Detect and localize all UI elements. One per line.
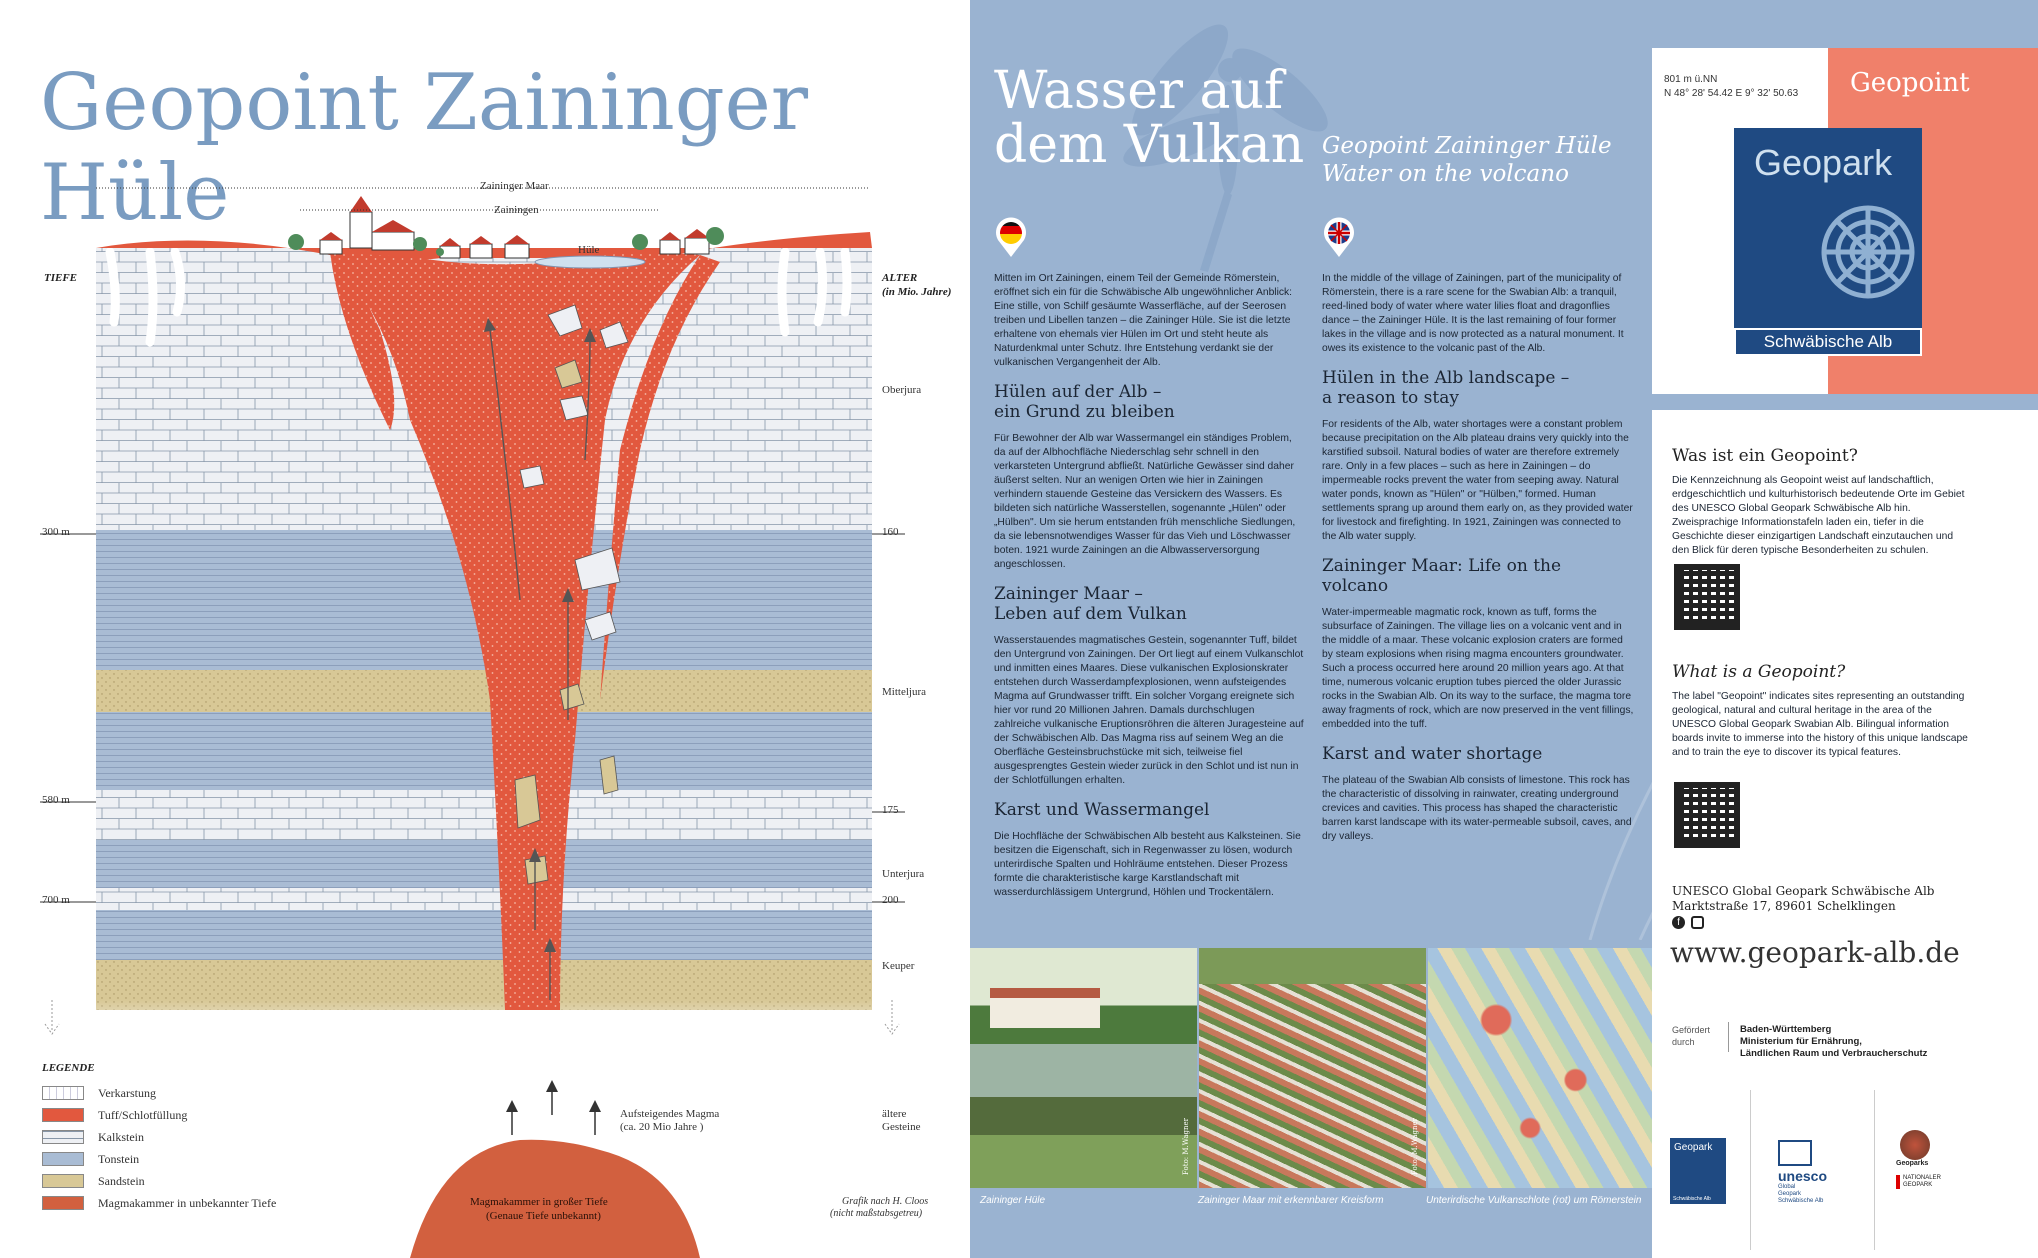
- en-text-1: For residents of the Alb, water shortages were a constant problem because precipitation on the Alb plateau drains very quickly into the karstified subsoil. Natural bodies of water are therefore extremely rare. Only in a few places – such as here in Zainingen – do impermeable rocks prevent the water from seeping away. Natural water ponds, known as "Hülen" or "Hülben," formed. Human settlements sprang up around them early on, as they provided water for livestock and firefighting. In 1921, Zainingen was connected to the Alb water supply.: [1322, 419, 1633, 542]
- de-intro: Mitten im Ort Zainingen, einem Teil der Gemeinde Römerstein, eröffnet sich ein für die Schwäbische Alb ungewöhnlicher Anblick: Eine stille, von Schilf gesäumte Wasserfläche, auf der Seerosen treiben und Libellen tanzen – die Zaininger Hüle. Sie ist die letzte erhaltene von ehemals vier Hülen im Ort und steht heute als Naturdenkmal unter Schutz. Ihre Entstehung verdankt sie der vulkanischen Vergangenheit der Alb.: [994, 273, 1293, 368]
- caption-1: Zaininger Hüle: [980, 1195, 1046, 1206]
- german-column: [994, 272, 1304, 900]
- geopoint-label: Geopoint: [1850, 68, 1970, 98]
- uk-flag-icon: [1322, 216, 1356, 258]
- globe-icon: [1900, 1130, 1930, 1160]
- qr-code-de[interactable]: [1674, 564, 1740, 630]
- legend-item: Tuff/Schlotfüllung: [42, 1104, 372, 1126]
- period-mitteljura: Mitteljura: [882, 686, 926, 698]
- age-200: 200: [882, 894, 899, 906]
- depth-300: 300 m: [42, 526, 70, 538]
- ministry: Baden-Württemberg Ministerium für Ernährung, Ländlichen Raum und Verbraucherschutz: [1740, 1024, 1928, 1059]
- depth-title: TIEFE: [44, 272, 78, 284]
- legend-item: Kalkstein: [42, 1126, 372, 1148]
- legend-swatch-clay: [42, 1152, 84, 1166]
- en-text-3: The plateau of the Swabian Alb consists of limestone. This rock has the characteristic of dissolving in rainwater, creating underground crevices and cavities. This process has shaped the characteristic barren karst landscape with its water-permeable subsoil, caves, and dry valleys.: [1322, 775, 1632, 842]
- legend-swatch-magma: [42, 1196, 84, 1210]
- geopark-logo: [1734, 128, 1922, 356]
- credit-1: Grafik nach H. Cloos: [842, 1196, 929, 1207]
- english-column: [1322, 272, 1634, 844]
- legend-item: Magmakammer in unbekannter Tiefe: [42, 1192, 372, 1214]
- instagram-icon[interactable]: [1691, 916, 1704, 929]
- age-160: 160: [882, 526, 899, 538]
- de-text-1: Für Bewohner der Alb war Wassermangel ein ständiges Problem, da auf der Albhochfläche Niederschlag sehr schnell in den verkarsteten Untergrund abfließt. Natürliche Gewässer sind daher äußerst selten. Nur an wenigen Orten wie hier in Zainingen verhindern stauende Gesteine das Versickern des Wassers. Es bildeten sich natürliche Wasserstellen, sogenannte „Hülen" oder „Hülben". Um sie herum entstanden früh menschliche Siedlungen, da sie lebensnotwendiges Wasser für das Vieh und Löschwasser boten. 1921 wurde Zainingen an die Albwasserversorgung angeschlossen.: [994, 433, 1296, 570]
- photo-building: [990, 988, 1100, 1028]
- magma-rise-1: Aufsteigendes Magma: [620, 1108, 720, 1120]
- social-icons: [1672, 916, 1704, 929]
- headline-line-2: dem Vulkan: [994, 115, 1305, 175]
- national-geopark-logo: Geoparks NATIONALER GEOPARK: [1896, 1130, 1956, 1189]
- magma-chamber-2: (Genaue Tiefe unbekannt): [486, 1210, 601, 1222]
- q2-title: What is a Geopoint?: [1672, 662, 1846, 682]
- q2-text: The label "Geopoint" indicates sites representing an outstanding geological, natural and cultural heritage in the area of the UNESCO Global Geopark Swabian Alb. Bilingual information boards invite to immerse into the history of this unique landscape and to train the eye to discover its typical features.: [1672, 691, 1968, 758]
- older-rock-2: Gesteine: [882, 1121, 921, 1133]
- age-subtitle: (in Mio. Jahre): [882, 286, 952, 298]
- website-link[interactable]: www.geopark-alb.de: [1670, 936, 1960, 969]
- info-sidebar: [1652, 410, 2038, 1258]
- de-heading-3: Karst und Wassermangel: [994, 800, 1210, 820]
- depth-580: 580 m: [42, 794, 70, 806]
- legend-title: LEGENDE: [42, 1062, 95, 1074]
- depth-700: 700 m: [42, 894, 70, 906]
- age-title: ALTER: [882, 272, 918, 284]
- magma-rise-2: (ca. 20 Mio Jahre ): [620, 1121, 704, 1133]
- caption-2: Zaininger Maar mit erkennbarer Kreisform: [1198, 1195, 1384, 1206]
- coordinates: N 48° 28' 54.42 E 9° 32' 50.63: [1664, 88, 1799, 99]
- elevation: 801 m ü.NN: [1664, 74, 1718, 85]
- funded-by: Gefördert durch: [1672, 1025, 1711, 1047]
- de-text-2: Wasserstauendes magmatisches Gestein, sogenannter Tuff, bildet den Untergrund von Zainingen. Der Ort liegt auf einem Vulkanschlot und inmitten eines Maares. Diese vulkanischen Explosionskrater entstehen durch Wasserdampfexplosionen, wenn aufsteigendes Magma auf Grundwasser trifft. Ein solcher Vorgang ereignete sich hier vor rund 20 Millionen Jahren. Damals durchschlugen zahlreiche vulkanische Eruptionsröhren die älteren Juragesteine auf der Schwäbischen Alb. Das Magma riss auf seinem Weg an die Oberfläche Gesteinsbruchstücke mit sich, teilweise fiel ausgesprengtes Gestein wieder zurück in den Schlot und ist nun in der Schlotfüllungen erhalten.: [994, 635, 1304, 786]
- de-text-3: Die Hochfläche der Schwäbischen Alb besteht aus Kalksteinen. Sie besitzen die Eigenschaft, sich in Regenwasser zu lösen, wodurch unterirdische Spalten und Hohlräume entstehen. Dieser Prozess formte die charakteristische karge Karstlandschaft mit wasserdurchlässigem Untergrund, Höhlen und Trockentälern.: [994, 831, 1301, 898]
- logo-word: Geopark: [1754, 142, 1893, 183]
- subtitle: Geopoint Zaininger Hüle Water on the volcano: [1322, 133, 1612, 187]
- legend-swatch-sandstone: [42, 1174, 84, 1188]
- headline: [994, 61, 1305, 175]
- photo-geological-map: [1428, 948, 1655, 1188]
- photo-village-aerial: [1199, 948, 1426, 1188]
- photo-credit-1: Foto: M.Wagner: [1182, 1118, 1190, 1175]
- logo-band: Schwäbische Alb: [1736, 330, 1920, 354]
- photo-pond: [970, 948, 1197, 1188]
- caption-3: Unterirdische Vulkanschlote (rot) um Römerstein: [1426, 1195, 1642, 1206]
- board-title: Geopoint Zaininger Hüle: [40, 58, 809, 238]
- period-unterjura: Unterjura: [882, 868, 925, 880]
- en-intro: In the middle of the village of Zainingen, part of the municipality of Römerstein, there is a rare scene for the Swabian Alb: a tranquil, reed-lined body of water where water lilies float and dragonflies dance – the Zaininger Hüle. It is the last remaining of four former lakes in the village and is now protected as a natural monument. It owes its existence to the volcanic past of the Alb.: [1322, 273, 1624, 354]
- legend-swatch-karst: [42, 1086, 84, 1100]
- q1-text: Die Kennzeichnung als Geopoint weist auf landschaftlich, erdgeschichtlich und kulturhistorisch bedeutende Orte im Gebiet des UNESCO Global Geopark Schwäbische Alb hin. Zweisprachige Informationstafeln laden ein, tiefer in die Geschichte dieser einzigartigen Landschaft einzutauchen und den Blick für deren typische Besonderheiten zu schulen.: [1672, 475, 1965, 556]
- en-heading-3: Karst and water shortage: [1322, 744, 1543, 764]
- huele-label: Hüle: [578, 244, 600, 256]
- qr-code-en[interactable]: [1674, 782, 1740, 848]
- de-heading-2: Zaininger Maar – Leben auf dem Vulkan: [994, 584, 1187, 624]
- en-heading-2: Zaininger Maar: Life on the volcano: [1322, 556, 1562, 596]
- legend: [42, 1082, 372, 1214]
- photo-credit-2: Foto: M.Wagner: [1411, 1118, 1419, 1175]
- period-oberjura: Oberjura: [882, 384, 922, 396]
- en-heading-1: Hülen in the Alb landscape – a reason to stay: [1322, 368, 1570, 408]
- facebook-icon[interactable]: f: [1672, 916, 1685, 929]
- legend-item: Sandstein: [42, 1170, 372, 1192]
- en-text-2: Water-impermeable magmatic rock, known as tuff, forms the subsurface of Zainingen. The village lies on a volcanic vent and in the middle of a maar. These volcanic explosion craters are formed by steam explosions when rising magma encounters groundwater. Such a process occurred here around 20 million years ago. At that time, numerous volcanic eruption tubes pierced the older Jurassic rocks in the Swabian Alb. On its way to the surface, the magma tore away fragments of rock, which are now preserved in the vent fillings, embedded into the tuff.: [1322, 607, 1634, 730]
- address: UNESCO Global Geopark Schwäbische Alb Marktstraße 17, 89601 Schelklingen: [1672, 884, 1935, 913]
- legend-swatch-tuff: [42, 1108, 84, 1122]
- maar-label: Zaininger Maar: [480, 180, 549, 192]
- german-flag-icon: [994, 216, 1028, 258]
- unesco-temple-icon: [1778, 1140, 1812, 1166]
- village-label: Zainingen: [494, 204, 539, 216]
- credit-2: (nicht maßstabsgetreu): [830, 1208, 923, 1219]
- unesco-logo: unesco Global Geopark Schwäbische Alb: [1778, 1140, 1848, 1205]
- left-panel: [0, 0, 970, 1258]
- age-175: 175: [882, 804, 899, 816]
- legend-item: Tonstein: [42, 1148, 372, 1170]
- older-rock-1: ältere: [882, 1108, 907, 1120]
- q1-title: Was ist ein Geopoint?: [1672, 446, 1858, 466]
- legend-swatch-limestone: [42, 1130, 84, 1144]
- magma-chamber-1: Magmakammer in großer Tiefe: [470, 1196, 608, 1208]
- ammonite-icon: [1818, 202, 1918, 302]
- de-heading-1: Hülen auf der Alb – ein Grund zu bleiben: [994, 382, 1175, 422]
- legend-item: Verkarstung: [42, 1082, 372, 1104]
- period-keuper: Keuper: [882, 960, 915, 972]
- headline-line-1: Wasser auf: [994, 61, 1284, 121]
- geopark-small-logo: Geopark Schwäbische Alb: [1670, 1138, 1726, 1204]
